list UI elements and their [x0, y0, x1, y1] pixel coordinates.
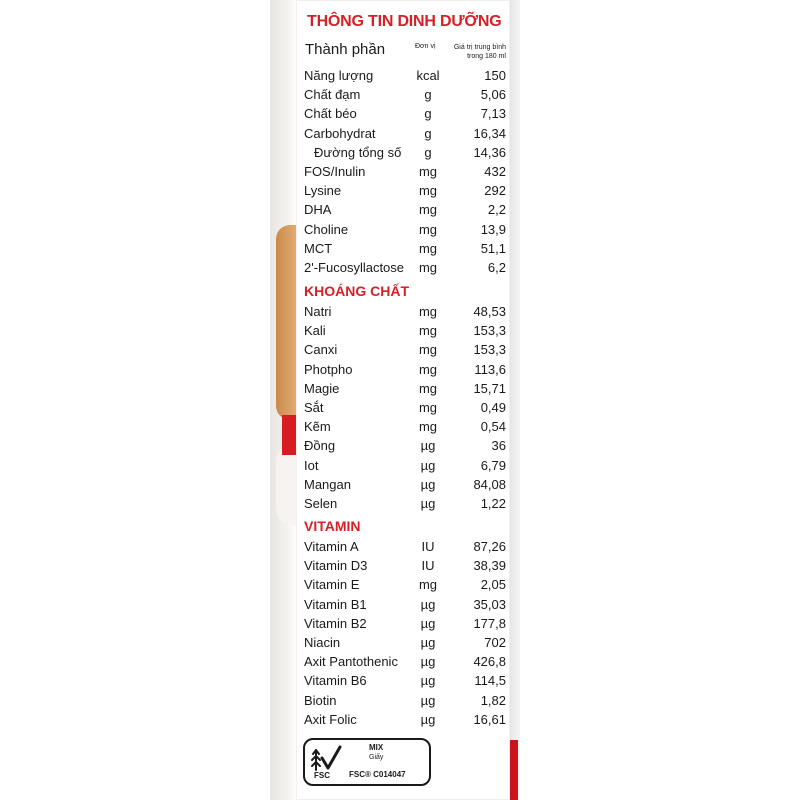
column-header-value-line1: Giá trị trung bình: [453, 44, 506, 51]
row-value: 153,3: [473, 342, 506, 358]
row-name: Vitamin B1: [304, 596, 367, 612]
row-unit: µg: [420, 476, 436, 492]
row-unit: mg: [418, 260, 438, 275]
table-row: [304, 87, 506, 106]
row-unit: mg: [418, 202, 438, 218]
row-name: Mangan: [304, 476, 351, 492]
fsc-label: FSC: [314, 771, 330, 780]
row-name: Axit Folic: [304, 711, 357, 727]
row-name: Vitamin A: [304, 539, 359, 554]
table-row: [304, 577, 506, 596]
row-unit: mg: [418, 183, 438, 199]
row-unit: mg: [418, 400, 438, 415]
row-name: Biotin: [304, 692, 337, 708]
row-value: 150: [484, 68, 506, 83]
row-name: Magie: [304, 380, 340, 396]
row-name: Kẽm: [304, 419, 331, 435]
row-unit: g: [424, 144, 432, 160]
table-row: [304, 164, 506, 183]
row-value: 0,49: [480, 400, 506, 415]
row-unit: µg: [420, 615, 436, 631]
table-row: [304, 323, 506, 342]
row-name: Đường tổng số: [314, 144, 402, 160]
row-value: 87,26: [473, 539, 506, 554]
row-value: 2,05: [480, 577, 506, 593]
row-name: Niacin: [304, 635, 341, 650]
row-name: MCT: [304, 240, 333, 256]
row-value: 177,8: [473, 615, 506, 631]
row-value: 16,34: [473, 125, 506, 141]
row-name: Vitamin B2: [304, 615, 367, 631]
table-row: [304, 693, 506, 712]
row-name: Iot: [304, 457, 319, 473]
row-name: Chất béo: [304, 106, 357, 122]
row-unit: mg: [418, 221, 438, 237]
table-row: [304, 597, 506, 616]
column-header-value-line2: trong 180 ml: [467, 53, 506, 60]
vitamins-section-title: VITAMIN: [304, 518, 361, 534]
row-value: 13,9: [480, 221, 506, 237]
row-value: 114,5: [474, 673, 506, 689]
table-row: [304, 260, 506, 279]
row-unit: mg: [418, 164, 438, 179]
row-value: 14,36: [473, 144, 506, 160]
carton-right-side: [510, 0, 520, 800]
row-unit: IU: [421, 539, 435, 554]
column-header-name: Thành phần: [305, 41, 386, 58]
row-name: 2'-Fucosyllactose: [304, 260, 405, 275]
table-row: [304, 183, 506, 202]
row-value: 6,2: [487, 260, 506, 275]
row-unit: mg: [418, 323, 438, 339]
row-value: 1,82: [480, 692, 506, 708]
row-unit: µg: [420, 457, 436, 473]
table-row: [304, 202, 506, 221]
row-name: Choline: [304, 221, 349, 237]
table-row: [304, 458, 506, 477]
table-row: [304, 477, 506, 496]
row-unit: mg: [418, 342, 438, 358]
table-row: [304, 558, 506, 577]
row-name: Năng lượng: [304, 68, 374, 83]
row-value: 51,1: [480, 240, 506, 256]
row-name: FOS/Inulin: [304, 164, 366, 179]
table-row: [304, 496, 506, 515]
row-unit: mg: [418, 304, 438, 319]
row-value: 1,22: [480, 496, 506, 511]
row-name: Axit Pantothenic: [304, 654, 398, 670]
row-unit: µg: [420, 596, 436, 612]
row-unit: g: [424, 106, 432, 122]
row-name: Canxi: [304, 342, 338, 358]
row-unit: µg: [420, 438, 436, 454]
column-header-unit: Đơn vị: [415, 43, 436, 50]
row-name: Đồng: [304, 438, 336, 454]
carton-red-strip: [510, 740, 518, 800]
row-value: 702: [484, 635, 506, 650]
minerals-section-title: KHOÁNG CHẤT: [304, 283, 409, 299]
row-unit: mg: [418, 380, 438, 396]
table-row: [304, 712, 506, 731]
row-value: 426,8: [473, 654, 506, 670]
table-row: [304, 241, 506, 260]
row-name: Chất đạm: [304, 87, 361, 103]
table-row: [304, 342, 506, 361]
table-row: [304, 673, 506, 692]
table-row: [304, 654, 506, 673]
row-name: Kali: [304, 323, 326, 339]
table-row: [304, 635, 506, 654]
table-row: [304, 222, 506, 241]
row-name: Lysine: [304, 183, 342, 199]
row-unit: µg: [420, 673, 436, 689]
table-row: [304, 400, 506, 419]
table-row: [304, 381, 506, 400]
table-row: [304, 145, 506, 164]
row-value: 84,08: [473, 476, 506, 492]
table-row: [304, 304, 506, 323]
row-value: 432: [484, 164, 506, 179]
row-value: 7,13: [480, 106, 506, 122]
panel-title: THÔNG TIN DINH DƯỠNG: [307, 13, 502, 30]
row-unit: µg: [420, 496, 436, 511]
row-value: 35,03: [473, 596, 506, 612]
table-row: [304, 438, 506, 457]
fsc-certification-badge: [303, 738, 431, 786]
table-row: [304, 616, 506, 635]
row-name: DHA: [304, 202, 332, 218]
row-unit: IU: [421, 558, 435, 574]
fsc-mix-label: MIX: [369, 743, 384, 752]
column-header-value: [444, 43, 506, 61]
fsc-tree-check-icon: [310, 744, 344, 772]
row-name: Vitamin E: [304, 577, 360, 593]
row-value: 2,2: [487, 202, 506, 218]
row-value: 36: [491, 438, 506, 454]
table-row: [304, 539, 506, 558]
table-row: [304, 362, 506, 381]
row-value: 5,06: [480, 87, 506, 103]
row-unit: µg: [420, 692, 436, 708]
row-name: Vitamin B6: [304, 673, 367, 689]
row-value: 48,53: [473, 304, 506, 319]
row-value: 153,3: [473, 323, 506, 339]
row-unit: µg: [420, 711, 436, 727]
row-name: Sắt: [304, 400, 324, 415]
row-name: Selen: [304, 496, 338, 511]
table-row: [304, 106, 506, 125]
row-value: 113,6: [474, 361, 506, 377]
row-unit: mg: [418, 361, 438, 377]
row-value: 0,54: [480, 419, 506, 435]
row-name: Carbohydrat: [304, 125, 376, 141]
row-unit: kcal: [416, 68, 440, 83]
fsc-paper-label: Giấy: [369, 754, 384, 761]
row-unit: µg: [420, 635, 436, 650]
table-row: [304, 419, 506, 438]
table-row: [304, 126, 506, 145]
fsc-license-code: FSC® C014047: [349, 770, 406, 779]
row-name: Photpho: [304, 361, 353, 377]
row-unit: mg: [418, 240, 438, 256]
row-value: 15,71: [473, 380, 506, 396]
row-name: Natri: [304, 304, 332, 319]
row-value: 292: [484, 183, 506, 199]
row-value: 16,61: [473, 711, 506, 727]
row-unit: µg: [420, 654, 436, 670]
table-row: [304, 68, 506, 87]
row-unit: g: [424, 87, 432, 103]
row-unit: mg: [418, 577, 438, 593]
row-unit: g: [424, 125, 432, 141]
row-name: Vitamin D3: [304, 558, 368, 574]
row-value: 38,39: [473, 558, 506, 574]
row-value: 6,79: [480, 457, 506, 473]
row-unit: mg: [418, 419, 438, 435]
